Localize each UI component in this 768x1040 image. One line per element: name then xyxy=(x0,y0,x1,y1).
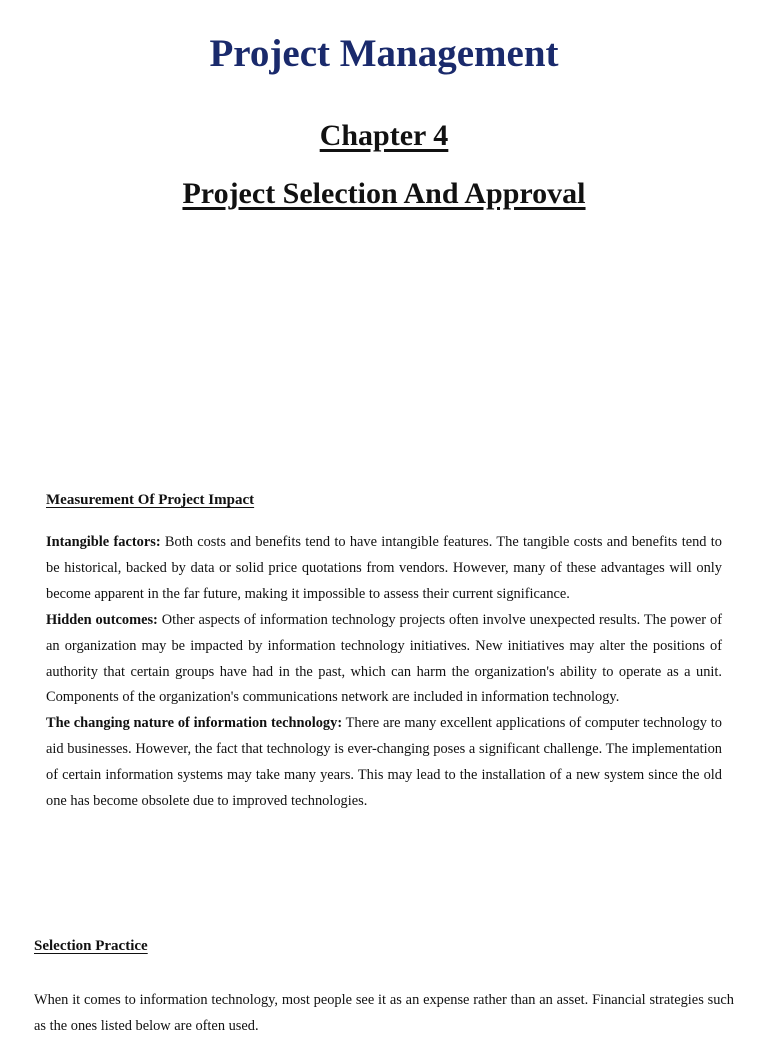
term-changing-nature: The changing nature of information technology: xyxy=(46,715,343,732)
paragraph-hidden-outcomes xyxy=(46,608,722,712)
section-heading-selection-practice: Selection Practice xyxy=(34,938,148,954)
term-intangible-factors: Intangible factors: xyxy=(46,534,161,550)
section-heading-measurement-of-project-impact: Measurement Of Project Impact xyxy=(46,492,255,508)
document-title: Project Management xyxy=(209,32,559,75)
text-hidden-outcomes: Other aspects of information technology projects often involve unexpected results. The power of an organization may be impacted by information technology initiatives. New initiatives may alter the positions of authority that certain groups have had in the past, which can harm the organization's ability to operate as a unit. Components of the organization's communications network are included in information technology. xyxy=(46,611,722,706)
paragraph-intangible-factors xyxy=(46,530,722,608)
chapter-number: Chapter 4 xyxy=(319,119,449,152)
chapter-title: Project Selection And Approval xyxy=(182,177,586,210)
paragraph-changing-nature xyxy=(46,711,722,815)
section-body-selection-practice: When it comes to information technology, most people see it as an expense rather than an asset. Financial strategies such as the ones listed below are often used. xyxy=(34,992,734,1034)
term-hidden-outcomes: Hidden outcomes: xyxy=(46,611,158,628)
text-intangible-factors: Both costs and benefits tend to have intangible features. The tangible costs and benefits tend to be historical, backed by data or solid price quotations from vendors. However, many of these advantages will only become apparent in the far future, making it impossible to assess their current significance. xyxy=(46,534,722,602)
text-changing-nature: There are many excellent applications of computer technology to aid businesses. However, the fact that technology is ever-changing poses a significant challenge. The implementation of certain information systems may take many years. This may lead to the installation of a new system since the old one has become obsolete due to improved technologies. xyxy=(46,715,722,810)
section-body-measurement-of-project-impact xyxy=(46,530,722,815)
